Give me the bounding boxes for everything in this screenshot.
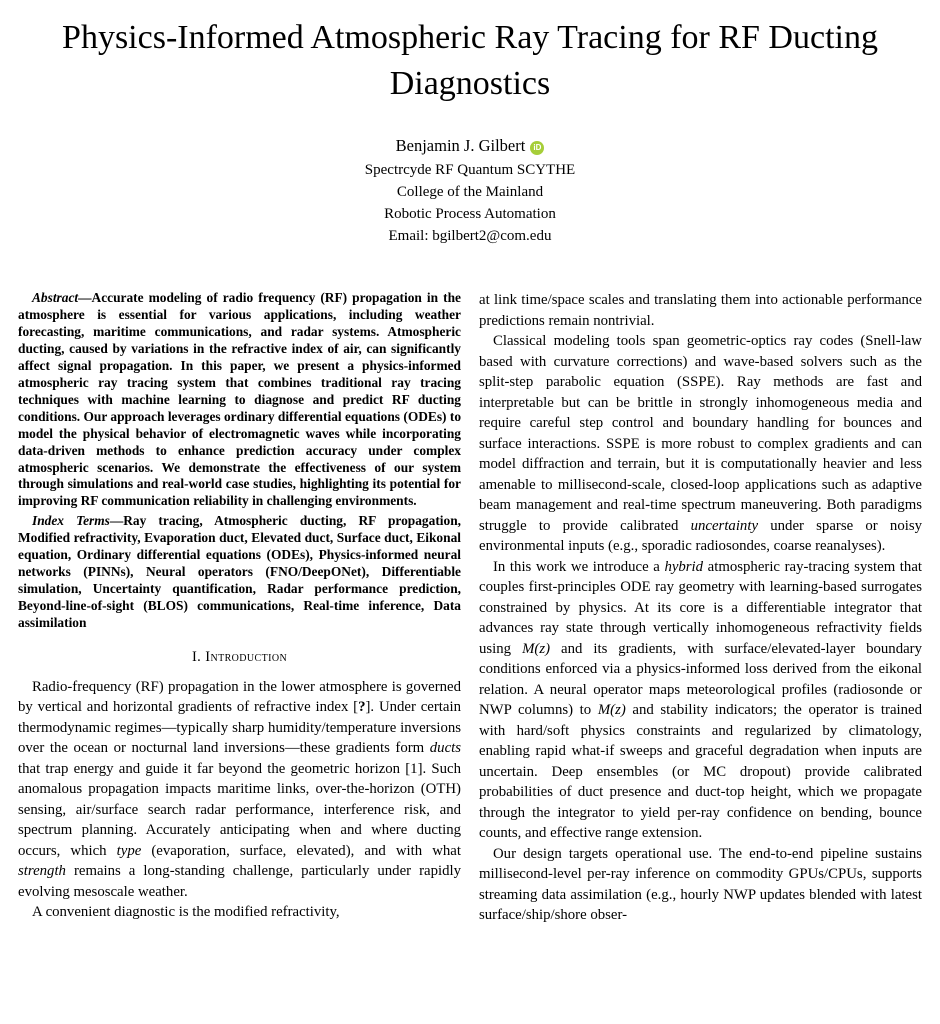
classical-tools-paragraph: Classical modeling tools span geometric-optics ray codes (Snell-law based with curvature corrections) and wave-based solvers such as the split-step parabolic equation (SSPE). Ray methods are fast and interpretable but can be brittle in strongly inhomogeneous media and require careful step control and boundary handling for bounces and surface interactions. SSPE is more robust to complex gradients and can model diffraction and terrain, but it is computationally heavier and less amenable to millisecond-scale, closed-loop applications such as adaptive beam management and real-time spectrum maneuvering. Both paradigms struggle to provide calibrated uncertainty under sparse or noisy environmental inputs (e.g., sporadic radiosondes, coarse reanalyses). [479,333,922,555]
orcid-icon[interactable]: iD [530,141,544,155]
paper-title: Physics-Informed Atmospheric Ray Tracing for RF Ducting Diagnostics [62,19,878,103]
email-line: Email: bgilbert2@com.edu [388,228,552,245]
hybrid-system-paragraph: In this work we introduce a hybrid atmospheric ray-tracing system that couples first-principles ODE ray geometry with learning-based surrogates constrained by physics. At its core is a differentiable integrator that advances ray state through vertically inhomogeneous refractivity fields using M(z) and its gradients, with surface/elevated-layer boundary conditions enforced via a physics-informed loss derived from the eikonal relation. A neural operator maps meteorological profiles (radiosonde or NWP columns) to M(z) and stability indicators; the operator is trained with hard/soft physics constraints and regularized by climatology, enabling rapid what-if sweeps and graceful degradation when inputs are uncertain. Deep ensembles (or MC dropout) provide calibrated probabilities of duct presence and duct-top height, which we propagate through the integrator to yield per-ray confidence on bending, bounce counts, and effective range extension. [479,558,923,842]
left-column [18,290,461,926]
author-block [0,134,940,247]
two-column-body [0,290,940,926]
section-heading-introduction: I. Introduction [191,648,288,665]
affiliation-line-1: Spectrcyde RF Quantum SCYTHE [364,162,576,179]
affiliation-line-3: Robotic Process Automation [384,206,556,223]
index-terms-paragraph: Index Terms—Ray tracing, Atmospheric ducting, RF propagation, Modified refractivity, Evaporation duct, Elevated duct, Surface duct, Eikonal equation, Ordinary differential equations (ODEs), Physics-informed neural networks (PINNs), Neural operators (FNO/DeepONet), Differentiable simulation, Uncertainty quantification, Radar performance prediction, Beyond-line-of-sight (BLOS) communications, Real-time inference, Data assimilation [18,513,461,630]
intro-paragraph-1: Radio-frequency (RF) propagation in the lower atmosphere is governed by vertical and horizontal gradients of refractive index [?]. Under certain thermodynamic regimes—typically sharp humidity/temperature inversions over the ocean or nocturnal land inversions—these gradients form ducts that trap energy and guide it far beyond the geometric horizon [1]. Such anomalous propagation impacts maritime links, over-the-horizon (OTH) sensing, air/surface search radar performance, interference risk, and spectrum planning. Accurately anticipating when and where ducting occurs, which type (evaporation, surface, elevated), and with what strength remains a long-standing challenge, particularly under rapidly evolving mesoscale weather. [18,678,461,900]
author-line [0,134,940,159]
right-column [479,290,922,926]
operational-design-paragraph: Our design targets operational use. The end-to-end pipeline sustains millisecond-level per-ray inference on commodity GPUs/CPUs, supports streaming data assimilation (e.g., hourly NWP updates blended with latest surface/ship/shore obser- [479,845,922,924]
continuation-paragraph: at link time/space scales and translating them into actionable performance predictions remain nontrivial. [479,292,922,329]
intro-paragraph-2: A convenient diagnostic is the modified refractivity, [32,904,340,921]
affiliation-line-2: College of the Mainland [396,184,544,201]
abstract-paragraph: Abstract—Accurate modeling of radio frequency (RF) propagation in the atmosphere is essential for various applications, including weather forecasting, maritime communications, and radar systems. Atmospheric ducting, caused by variations in the refractive index of air, can significantly affect signal propagation. In this paper, we present a physics-informed atmospheric ray tracing system that combines traditional ray tracing techniques with machine learning to diagnose and predict RF ducting conditions. Our approach leverages ordinary differential equations (ODEs) to model the physical behavior of electromagnetic waves while incorporating data-driven methods to enhance prediction accuracy under complex atmospheric scenarios. We demonstrate the effectiveness of our system through simulations and real-world case studies, highlighting its potential for improving RF communication reliability in challenging environments. [18,290,462,509]
author-name: Benjamin J. Gilbert [395,136,526,156]
